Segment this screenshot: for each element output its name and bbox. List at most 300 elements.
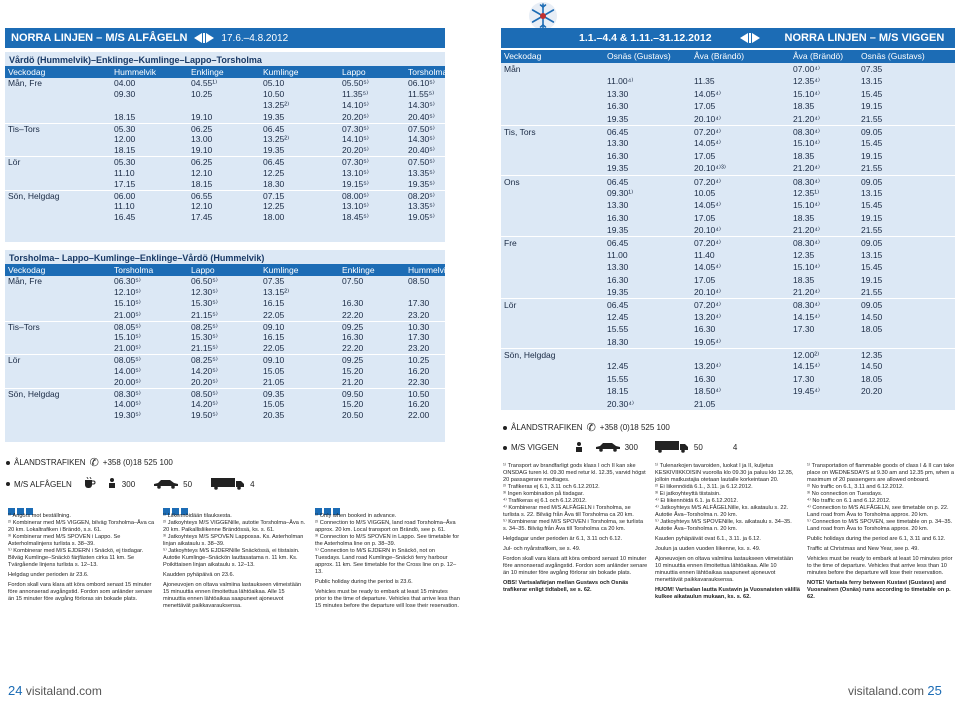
right-pax-count: 300 [624,443,638,452]
footnote: ³⁾ Ingen kombination på tisdagar. [503,491,584,497]
table-cell: 19.35 [607,163,629,174]
table-cell: 17.30 [793,373,815,384]
footnote: ³⁾ Jatkoyhteys M/S SPOVEN Lappossa. Ks. Asterholman linjan aikataulu s. 38–39. [163,534,304,547]
footnote: ¹⁾ Angörs mot beställning. [8,513,71,519]
viggen-timetable [501,50,955,410]
table-row [5,179,445,190]
right-page-footer [848,683,942,698]
table-cell: 20.20⁵⁾ [342,145,369,156]
table-cell: 22.20 [342,309,364,320]
table-cell: Lör [504,300,517,311]
col-header: Hummelvik [114,67,157,77]
table-row [5,190,445,201]
table-cell: 19.50⁵⁾ [191,410,218,421]
table-cell: 19.15 [861,101,883,112]
table-cell: 21.55 [861,225,883,236]
table-row [5,321,445,332]
car-icon [153,478,179,491]
table-cell: 18.15 [114,111,136,122]
col-header: Kumlinge [263,265,299,275]
table-cell: 21.55 [861,287,883,298]
table-cell: 22.05 [263,309,285,320]
footnote: Ajoneuvojen on oltava valmiina lastaukseen viimeistään 15 minuuttia ennen ilmoitettua lähtöaikaa. Alle 15 minuuttia ennen lähtöaikaa saapuneet ajoneuvot menettävät paikkavarauksensa. [163,582,302,609]
table-cell: 23.20 [408,343,430,354]
table-cell: 12.00²⁾ [793,349,820,360]
table-cell: 13.25²⁾ [263,100,290,111]
table-cell: 08.30⁴⁾ [793,176,821,187]
table-cell: 07.35 [263,276,285,286]
table-cell: 17.05 [694,274,716,285]
route2-title: Torsholma– Lappo–Kumlinge–Enklinge–Vårdö (Hummelvik) [9,253,265,263]
table-cell: 13.10⁵⁾ [342,201,369,212]
viggen-rows [501,63,955,410]
footnote: HUOM! Vartsalan lautta Kustavin ja Vuosnaisten välillä kulkee aikataulun mukaan, ks. s. 62. [655,587,800,600]
table-row [501,150,955,162]
table-cell: 18.05 [861,373,883,384]
table-cell: 20.40⁵⁾ [408,145,435,156]
table-cell: 13.15²⁾ [263,287,290,298]
notes-sv-right [503,463,648,594]
table-row [5,310,445,321]
footnote: ²⁾ No traffic on 6.1, 3.11 and 6.12.2012. [807,484,904,490]
table-cell: 19.35 [263,111,285,122]
left-page-number: 24 [8,683,23,698]
left-site: visitaland.com [25,684,102,698]
col-header: Veckodag [504,51,542,61]
table-cell: 09.05 [861,126,883,137]
footnote: Kauden pyhäpäivät ovat 6.1., 3.11. ja 6.12. [655,536,761,542]
table-cell: 20.10⁴⁾³⁾ [694,163,726,174]
footnote: OBS! Vartsalafärjan mellan Gustavs och Osnäs trafikerar enligt tidtabell, se s. 62. [503,580,629,593]
table-cell: 12.30⁵⁾ [191,287,218,298]
table-cell: 12.00 [114,133,136,144]
table-cell: 21.15⁵⁾ [191,309,218,320]
table-cell: 18.05 [861,324,883,335]
table-cell: 16.15 [263,331,285,342]
table-row [5,78,445,89]
table-cell: 15.45 [861,138,883,149]
table-row [5,343,445,354]
table-cell: 05.30 [114,157,136,168]
table-cell: 13.30 [607,88,629,99]
table-row [501,75,955,87]
car-icon-right [595,441,621,454]
footnote: ³⁾ Ei jatkoyhteyttä tiistaisin. [655,491,721,497]
table-cell: 19.10 [191,145,213,156]
truck-icon [210,477,246,492]
table-row [5,212,445,223]
route2-timetable [5,250,451,442]
table-cell: 13.30 [607,262,629,273]
table-cell: 18.15 [607,386,629,397]
table-cell: 09.10 [263,355,285,366]
table-cell: 08.20⁵⁾ [408,190,435,201]
left-contact-label: ÅLANDSTRAFIKEN [14,458,86,467]
footnote: ⁵⁾ Connection to M/S SPOVEN, see timetable on p. 34–35. Land road from Åva to Torsholma approx. 20 km. [807,519,953,532]
table-cell: 11.00⁴⁾ [607,76,634,87]
table-cell: 19.05⁴⁾ [694,336,722,347]
left-contact [6,456,173,469]
table-cell: 09.30¹⁾ [607,187,634,198]
table-cell: 15.30⁵⁾ [191,331,218,342]
footnote: ⁴⁾ Trafikeras ej 6.1 och 6.12.2012. [503,498,587,504]
table-row [501,236,955,248]
table-cell: 15.45 [861,88,883,99]
table-cell: 19.35 [263,145,285,156]
table-row [501,224,955,236]
table-cell: 16.30 [694,373,716,384]
notes-fi-right [655,463,800,601]
table-cell: 13.25²⁾ [263,133,290,144]
table-cell: Tis–Tors [8,123,40,134]
notes-en-right [807,463,955,601]
table-cell: 16.20 [408,399,430,410]
table-cell: 21.20⁴⁾ [793,163,821,174]
table-row [5,112,445,123]
table-cell: 06.25 [191,157,213,168]
table-cell: 12.45 [607,361,629,372]
table-cell: 07.20⁴⁾ [694,238,722,249]
table-row [5,168,445,179]
table-cell: 14.05⁴⁾ [694,88,722,99]
table-cell: 12.35⁴⁾ [793,76,821,87]
table-cell: 10.25 [191,89,213,100]
notes-sv [8,513,156,603]
table-cell: 14.00⁵⁾ [114,365,141,376]
table-cell: 20.10⁴⁾ [694,113,722,124]
right-header [501,28,955,48]
table-cell: 20.30⁴⁾ [607,398,635,409]
table-cell: 21.20⁴⁾ [793,113,821,124]
table-cell: 13.10⁵⁾ [342,167,369,178]
table-cell: 18.15 [114,145,136,156]
col-header: Veckodag [8,265,46,275]
right-route-title: NORRA LINJEN – M/S VIGGEN [784,32,945,44]
table-cell: 20.20⁵⁾ [342,111,369,122]
table-row [501,274,955,286]
right-ship-info [503,440,737,455]
table-cell: Mån, Fre [8,276,43,286]
table-cell: 17.05 [694,101,716,112]
table-cell: 18.35 [793,212,815,223]
right-page-number: 25 [927,683,942,698]
left-contact-phone: +358 (0)18 525 100 [102,458,173,467]
passenger-icon [106,477,118,491]
table-row [501,360,955,372]
footnote: ¹⁾ Liikennöidään tilauksesta. [163,513,232,519]
table-row [5,89,445,100]
table-row [5,410,445,421]
footnote: ⁴⁾ Kombinerar med M/S ALFÅGELN i Torsholma, se turlista s. 22. Bilväg från Åva till Torsholma ca 20 km. [503,505,634,518]
table-cell: 15.45 [861,200,883,211]
table-cell: 21.05 [263,376,285,387]
table-cell: 20.35 [263,410,285,421]
table-row [5,354,445,365]
table-cell: 10.05 [694,187,716,198]
table-cell: Lör [8,157,21,168]
table-row [501,261,955,273]
table-cell: 19.15 [861,212,883,223]
table-cell: 16.30 [607,101,629,112]
table-cell: 05.50⁵⁾ [342,78,369,88]
table-cell: 16.30 [607,212,629,223]
footnote: Ajoneuvojen on oltava valmiina lastaukseen viimeistään 10 minuuttia ennen ilmoitettua lähtöaikaa. Alle 10 minuuttia ennen lähtöaikaa saapuneet ajoneuvot menettävät paikkavarauksensa. [655,556,794,583]
footnote: ⁴⁾ No traffic on 6.1 and 6.12.2012. [807,498,891,504]
table-cell: 16.30 [694,324,716,335]
table-cell: 12.10⁵⁾ [114,287,141,298]
table-cell: 06.45 [607,126,629,137]
table-cell: 12.35 [793,249,815,260]
cafe-icon [82,476,96,492]
right-truck-count: 4 [732,443,738,452]
col-header: Lappo [191,265,215,275]
table-cell: Sön, Helgdag [8,190,60,201]
table-cell: 17.30 [793,324,815,335]
table-cell: 13.20⁴⁾ [694,361,722,372]
table-cell: 07.20⁴⁾ [694,126,722,137]
footnote: Helgdag under perioden är 23.6. [8,572,89,578]
table-row [501,348,955,360]
table-cell: 15.30⁵⁾ [191,298,218,309]
table-cell: 06.45 [607,300,629,311]
footnote: ⁴⁾ Ei liikennöidä 6.1. ja 6.12.2012. [655,498,739,504]
table-cell: 14.30⁵⁾ [408,100,435,111]
table-cell: 08.25⁵⁾ [191,355,218,366]
footnote: ²⁾ Jatkoyhteys M/S VIGGENille, autotie Torsholma–Åva n. 20 km. Paikallisliikenne Brändössä, ks. s. 61. [163,520,306,533]
table-cell: 07.50⁵⁾ [408,123,435,134]
table-row [501,398,955,410]
col-header: Torsholma [114,265,154,275]
passenger-icon-right [573,441,585,455]
table-cell: Sön, Helgdag [8,388,60,399]
table-row [5,156,445,167]
table-row [5,287,445,298]
footnote: ⁵⁾ Kombinerar med M/S SPOVEN i Torsholma, se turlista s. 34–35. Bilväg från Åva till Torsholma ca 20 km. [503,519,644,532]
table-cell: 17.30 [408,331,430,342]
left-page-footer [8,683,102,698]
table-cell: 18.30 [607,336,629,347]
table-cell: 22.20 [342,343,364,354]
table-row [5,201,445,212]
table-cell: 20.40⁵⁾ [408,111,435,122]
table-cell: 06.50⁵⁾ [191,276,218,286]
footnote: ⁴⁾ Jatkoyhteys M/S ALFÅGELNille, ks. aikataulu s. 22. Autotie Åva–Torsholma n. 20 km. [655,505,789,518]
table-cell: 13.15 [861,187,883,198]
table-cell: 13.30 [607,138,629,149]
table-row [5,388,445,399]
table-row [5,276,445,287]
table-row [501,373,955,385]
table-cell: 11.35⁵⁾ [342,89,369,100]
notes-fi [163,513,308,610]
table-cell: 19.15 [861,150,883,161]
table-cell: 04.55¹⁾ [191,78,218,88]
table-cell: 12.25 [263,167,285,178]
table-cell: 21.20⁴⁾ [793,225,821,236]
table-cell: 14.05⁴⁾ [694,200,722,211]
right-header-dates: 1.1.–4.4 & 1.11.–31.12.2012 [579,32,712,44]
table-cell: 10.50 [263,89,285,100]
table-row [5,377,445,388]
table-cell: 20.50 [342,410,364,421]
table-cell: 07.00⁴⁾ [793,64,821,74]
table-cell: 12.45 [607,311,629,322]
table-cell: 08.50 [408,276,430,286]
table-cell: 15.10⁴⁾ [793,138,821,149]
right-contact [503,421,670,434]
table-cell: 14.10⁵⁾ [342,100,369,111]
footnote: Vehicles must be ready to embark at least 10 minutes prior to the time of departure. Vehicles that arrive less than 10 minutes before the departure will lose their reservation. [807,556,953,576]
left-ship-label: M/S ALFÅGELN [14,479,72,489]
footnote: ¹⁾ Tulenarkojen tavaroiden, luokat I ja II, kuljetus KESKIVIIKKOISIN vuorolla klo 09.30 ja paluu klo 12.35, jolloin matkustajia otetaan lautalle korkeintaan 20. [655,463,794,483]
table-cell: 09.05 [861,176,883,187]
table-row [501,175,955,187]
table-cell: 19.35 [607,225,629,236]
table-cell: 07.20⁴⁾ [694,176,722,187]
table-cell: 15.10⁵⁾ [114,298,141,309]
table-row [5,123,445,134]
table-cell: 21.05 [694,398,716,409]
table-cell: 13.35⁵⁾ [408,167,435,178]
table-cell: 06.00 [114,190,136,201]
table-cell: 22.05 [263,343,285,354]
snowflake-icon [528,1,558,31]
table-cell: 07.35 [861,64,883,74]
table-row [501,298,955,310]
route2-column-headers [5,264,451,276]
table-cell: 09.05 [861,238,883,249]
table-cell: 15.20 [342,365,364,376]
table-cell: 18.30 [263,178,285,189]
table-cell: 08.30⁴⁾ [793,300,821,311]
footnote: NOTE! Vartsala ferry between Kustavi (Gustavs) and Vuosnainen (Osnäs) runs according to timetable on p. 62. [807,580,951,600]
footnote: Fordon skall vara klara att köra ombord senast 15 minuter före annonserad avgångstid. Fordon som anländer senare än 15 minuter före avgång förloras sin bokade plats. [8,582,153,602]
table-cell: 21.00⁵⁾ [114,309,141,320]
left-route-title: NORRA LINJEN – M/S ALFÅGELN [11,32,188,44]
table-row [501,137,955,149]
table-cell: 11.55⁵⁾ [408,89,435,100]
table-cell: 18.00 [263,212,285,223]
footnote: ²⁾ Kombinerar med M/S VIGGEN, bilväg Torsholma–Åva ca 20 km. Lokaltrafiken i Brändö, s.s. 61. [8,520,155,533]
left-header-dates: 17.6.–4.8.2012 [221,32,289,44]
table-cell: 21.15⁵⁾ [191,343,218,354]
table-cell: 08.00⁵⁾ [342,190,369,201]
footnote: Vehicles must be ready to embark at least 15 minutes prior to the time of departure. Vehicles that arrive less than 15 minutes before the departure will lose their reservation. [315,589,460,609]
table-cell: Fre [504,238,517,249]
table-row [5,399,445,410]
table-cell: 07.30⁵⁾ [342,123,369,134]
footnote: ³⁾ Kombinerar med M/S SPOVEN i Lappo. Se Asterholmalinjens turlista s. 38–39. [8,534,121,547]
table-cell: 21.55 [861,163,883,174]
table-row [501,88,955,100]
viggen-column-headers [501,50,955,63]
table-cell: 06.45 [607,238,629,249]
table-cell: 07.30⁵⁾ [342,157,369,168]
table-cell: 16.30 [607,150,629,161]
table-cell: 12.35 [861,349,883,360]
table-cell: 20.20⁵⁾ [191,376,218,387]
table-cell: 10.50 [408,388,430,399]
notes-en [315,513,460,610]
col-header: Enklinge [191,67,224,77]
table-cell: 15.20 [342,399,364,410]
table-cell: 15.05 [263,399,285,410]
table-cell: 13.20⁴⁾ [694,311,722,322]
table-cell: 15.55 [607,324,629,335]
table-cell: 17.15 [114,178,136,189]
footnote: ⁵⁾ Jatkoyhteys M/S SPOVENille, ks. aikataulu s. 34–35. Autotie Åva–Torsholma n. 20 km. [655,519,792,532]
table-cell: 22.00 [408,410,430,421]
table-row [501,187,955,199]
table-cell: 18.50⁴⁾ [694,386,722,397]
table-cell: 08.05⁵⁾ [114,355,141,366]
col-header: Kumlinge [263,67,299,77]
col-header: Hummelvik [408,265,451,275]
table-cell: 13.15 [861,249,883,260]
footnote: ²⁾ Trafikeras ej 6.1, 3.11 och 6.12.2012. [503,484,600,490]
table-row [501,212,955,224]
table-cell: 09.10 [263,321,285,332]
left-truck-count: 4 [250,479,255,489]
table-cell: 18.45⁵⁾ [342,212,369,223]
table-row [501,113,955,125]
table-cell: 14.50 [861,361,883,372]
table-cell: 12.10 [191,201,213,212]
table-cell: 09.25 [342,355,364,366]
col-header: Enklinge [342,265,375,275]
table-cell: 08.30⁴⁾ [793,126,821,137]
table-cell: 16.30 [342,298,364,309]
footnote: ²⁾ Ei liikennöidä 6.1., 3.11. ja 6.12.2012. [655,484,753,490]
table-cell: 14.30⁵⁾ [408,133,435,144]
table-cell: 07.50⁵⁾ [408,157,435,168]
table-cell: 08.30⁴⁾ [793,238,821,249]
table-row [5,298,445,309]
table-row [5,332,445,343]
route1-title: Vårdö (Hummelvik)–Enklinge–Kumlinge–Lappo–Torsholma [9,55,262,65]
right-contact-label: ÅLANDSTRAFIKEN [511,423,583,432]
table-cell: 21.00⁵⁾ [114,343,141,354]
table-cell: 07.50 [342,276,364,286]
footnote: Public holidays during the period are 6.1, 3.11 and 6.12. [807,536,946,542]
table-cell: 13.00 [191,133,213,144]
footnote: ⁴⁾ Connection to M/S ALFÅGELN, see timetable on p. 22. Land road from Åva to Torsholma approx. 20 km. [807,505,949,518]
table-cell: 08.50⁵⁾ [191,388,218,399]
table-cell: 18.35 [793,101,815,112]
table-cell: 09.25 [342,321,364,332]
footnote: Public holiday during the period is 23.6. [315,579,413,585]
table-cell: 04.00 [114,78,136,88]
table-row [5,366,445,377]
table-cell: 19.35⁵⁾ [408,178,435,189]
table-cell: 12.10 [191,167,213,178]
table-cell: 13.30 [607,200,629,211]
table-cell: 15.10⁴⁾ [793,88,821,99]
footnote: ¹⁾ Transportation of flammable goods of class I & II can take place on WEDNESDAYS at 9.30 am and 12.35 pm, when a maximum of 20 passengers are allowed onboard. [807,463,955,483]
table-cell: Sön, Helgdag [504,349,556,360]
table-cell: 09.50 [342,388,364,399]
footnote: ³⁾ No connection on Tuesdays. [807,491,883,497]
table-cell: 23.20 [408,309,430,320]
footnote: ⁵⁾ Jatkoyhteys M/S EJDERNille Snäckössä, ei tiistaisin. Autotie Kumlinge–Snäckön lauttasatama n. 11 km. Ks. Poikittaisen linjan aikataulu s. 12–13. [163,548,300,568]
table-cell: 15.45 [861,262,883,273]
right-car-count: 50 [693,443,703,452]
table-cell: 22.30 [408,376,430,387]
table-cell: 21.20 [342,376,364,387]
table-cell: 14.10⁵⁾ [342,133,369,144]
table-cell: 17.45 [191,212,213,223]
footnote: ⁵⁾ Kombinerar med M/S EJDERN i Snäckö, ej tisdagar. Bilväg Kumlinge–Snäckö färjfästen cirka 11 km. Se Tvärgående linjens turlista s. 12–13. [8,548,144,568]
